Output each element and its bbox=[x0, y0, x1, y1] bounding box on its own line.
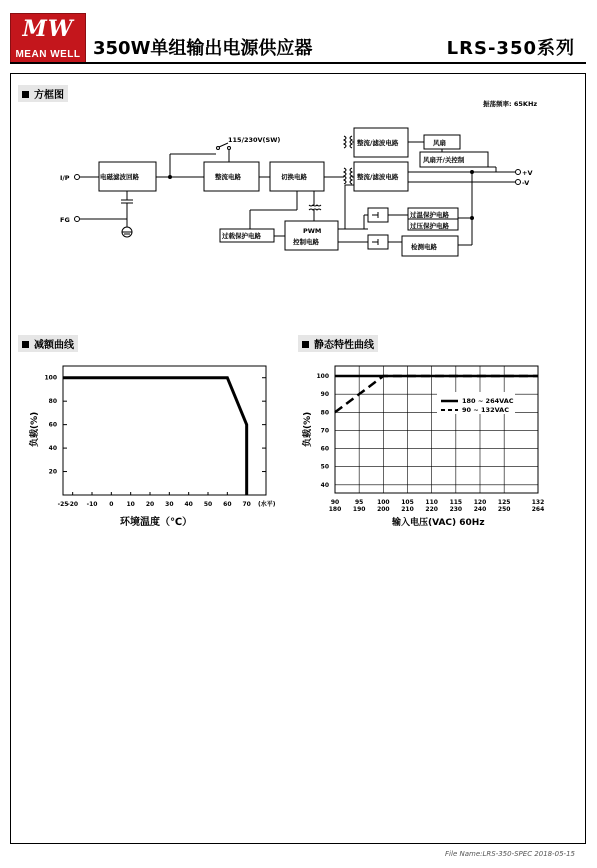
x-tick-label-top: 100 bbox=[377, 499, 390, 506]
switching-label: 切换电路 bbox=[281, 173, 307, 181]
rectifier-label: 整流电路 bbox=[215, 173, 241, 181]
pwm-label-2: 控制电路 bbox=[293, 238, 319, 246]
derating-ylabel: 负载(%) bbox=[30, 411, 40, 447]
y-tick-label: 100 bbox=[44, 374, 57, 382]
x-tick-label-top: 95 bbox=[354, 499, 364, 506]
switch-label: 115/230V(SW) bbox=[228, 136, 281, 144]
y-tick-label: 100 bbox=[316, 373, 329, 380]
x-tick-label: 40 bbox=[184, 501, 193, 508]
y-tick-label: 90 bbox=[320, 391, 329, 399]
x-tick-label-top: 105 bbox=[401, 499, 414, 506]
footer-file-name: File Name:LRS-350-SPEC 2018-05-15 bbox=[445, 850, 575, 858]
x-tick-label: 10 bbox=[126, 501, 135, 508]
x-tick-label-top: 132 bbox=[531, 499, 545, 506]
static-ylabel: 负载(%) bbox=[303, 411, 313, 447]
x-tick-label-bottom: 180 bbox=[328, 506, 342, 513]
section-title: 静态特性曲线 bbox=[314, 340, 374, 351]
y-tick-label: 60 bbox=[48, 421, 57, 429]
section-title: 减额曲线 bbox=[34, 340, 74, 351]
x-tick-label-bottom: 264 bbox=[531, 506, 545, 513]
x-tick-label-bottom: 230 bbox=[449, 506, 463, 513]
page-title: 350W单组输出电源供应器 bbox=[93, 38, 313, 59]
rect-filter-main-label: 整流/滤波电路 bbox=[357, 173, 399, 181]
fg-label: FG bbox=[60, 216, 70, 224]
section-title: 方框图 bbox=[34, 90, 64, 101]
x-tick-label: 50 bbox=[203, 501, 213, 508]
legend-series-1: 180 ~ 264VAC bbox=[462, 397, 514, 405]
x-tick-label-bottom: 200 bbox=[377, 506, 390, 513]
logo-mw-text: MW bbox=[22, 16, 74, 42]
x-tick-label-bottom: 240 bbox=[473, 506, 487, 513]
y-tick-label: 40 bbox=[320, 481, 329, 489]
ovp-label: 过压保护电路 bbox=[410, 222, 449, 230]
x-tick-label-top: 110 bbox=[425, 499, 438, 506]
x-tick-label-top: 125 bbox=[497, 499, 511, 506]
x-tick-label-top: 120 bbox=[473, 499, 487, 506]
x-tick-label: 30 bbox=[165, 501, 174, 508]
static-xlabel: 输入电压(VAC) 60Hz bbox=[392, 518, 485, 528]
legend-series-2: 90 ~ 132VAC bbox=[462, 406, 509, 414]
fan-label: 风扇 bbox=[433, 139, 446, 147]
ip-label: I/P bbox=[60, 174, 70, 182]
vplus-label: +V bbox=[522, 169, 533, 177]
static-plot-frame bbox=[335, 366, 538, 493]
y-tick-label: 40 bbox=[48, 445, 57, 453]
y-tick-label: 70 bbox=[320, 427, 329, 435]
x-tick-label: 60 bbox=[223, 501, 232, 508]
pwm-label-1: PWM bbox=[303, 227, 322, 235]
otp-label: 过温保护电路 bbox=[410, 211, 449, 219]
x-tick-label-bottom: 250 bbox=[497, 506, 511, 513]
freq-note: 振荡频率: 65KHz bbox=[483, 100, 538, 108]
y-tick-label: 80 bbox=[320, 409, 329, 417]
olp-label: 过载保护电路 bbox=[222, 232, 261, 240]
y-tick-label: 60 bbox=[320, 445, 329, 453]
fan-control-label: 风扇开/关控制 bbox=[423, 156, 465, 164]
x-tick-label: -10 bbox=[86, 501, 98, 508]
derating-xlabel: 环境温度（℃） bbox=[120, 517, 193, 528]
rect-filter-top-label: 整流/滤波电路 bbox=[357, 139, 399, 147]
x-tick-label: 0 bbox=[109, 501, 114, 508]
x-tick-label-top: 115 bbox=[449, 499, 463, 506]
x-tick-label: -25 bbox=[57, 501, 69, 508]
x-tick-label: 20 bbox=[145, 501, 155, 508]
x-tick-label: -20 bbox=[67, 501, 79, 508]
x-tick-label-bottom: 210 bbox=[401, 506, 414, 513]
model-name: LRS-350系列 bbox=[446, 38, 575, 59]
detect-label: 检测电路 bbox=[411, 243, 437, 251]
derating-x-unit: (水平) bbox=[258, 501, 276, 508]
logo-name-text: MEAN WELL bbox=[15, 49, 81, 60]
y-tick-label: 80 bbox=[48, 398, 57, 406]
emi-label: 电磁滤波回路 bbox=[100, 173, 139, 181]
x-tick-label-bottom: 220 bbox=[425, 506, 438, 513]
y-tick-label: 20 bbox=[48, 468, 57, 476]
x-tick-label-bottom: 190 bbox=[352, 506, 366, 513]
static-legend bbox=[437, 392, 515, 414]
y-tick-label: 50 bbox=[320, 463, 329, 471]
x-tick-label-top: 90 bbox=[330, 499, 340, 506]
x-tick-label: 70 bbox=[242, 501, 251, 508]
vminus-label: -V bbox=[522, 179, 530, 187]
